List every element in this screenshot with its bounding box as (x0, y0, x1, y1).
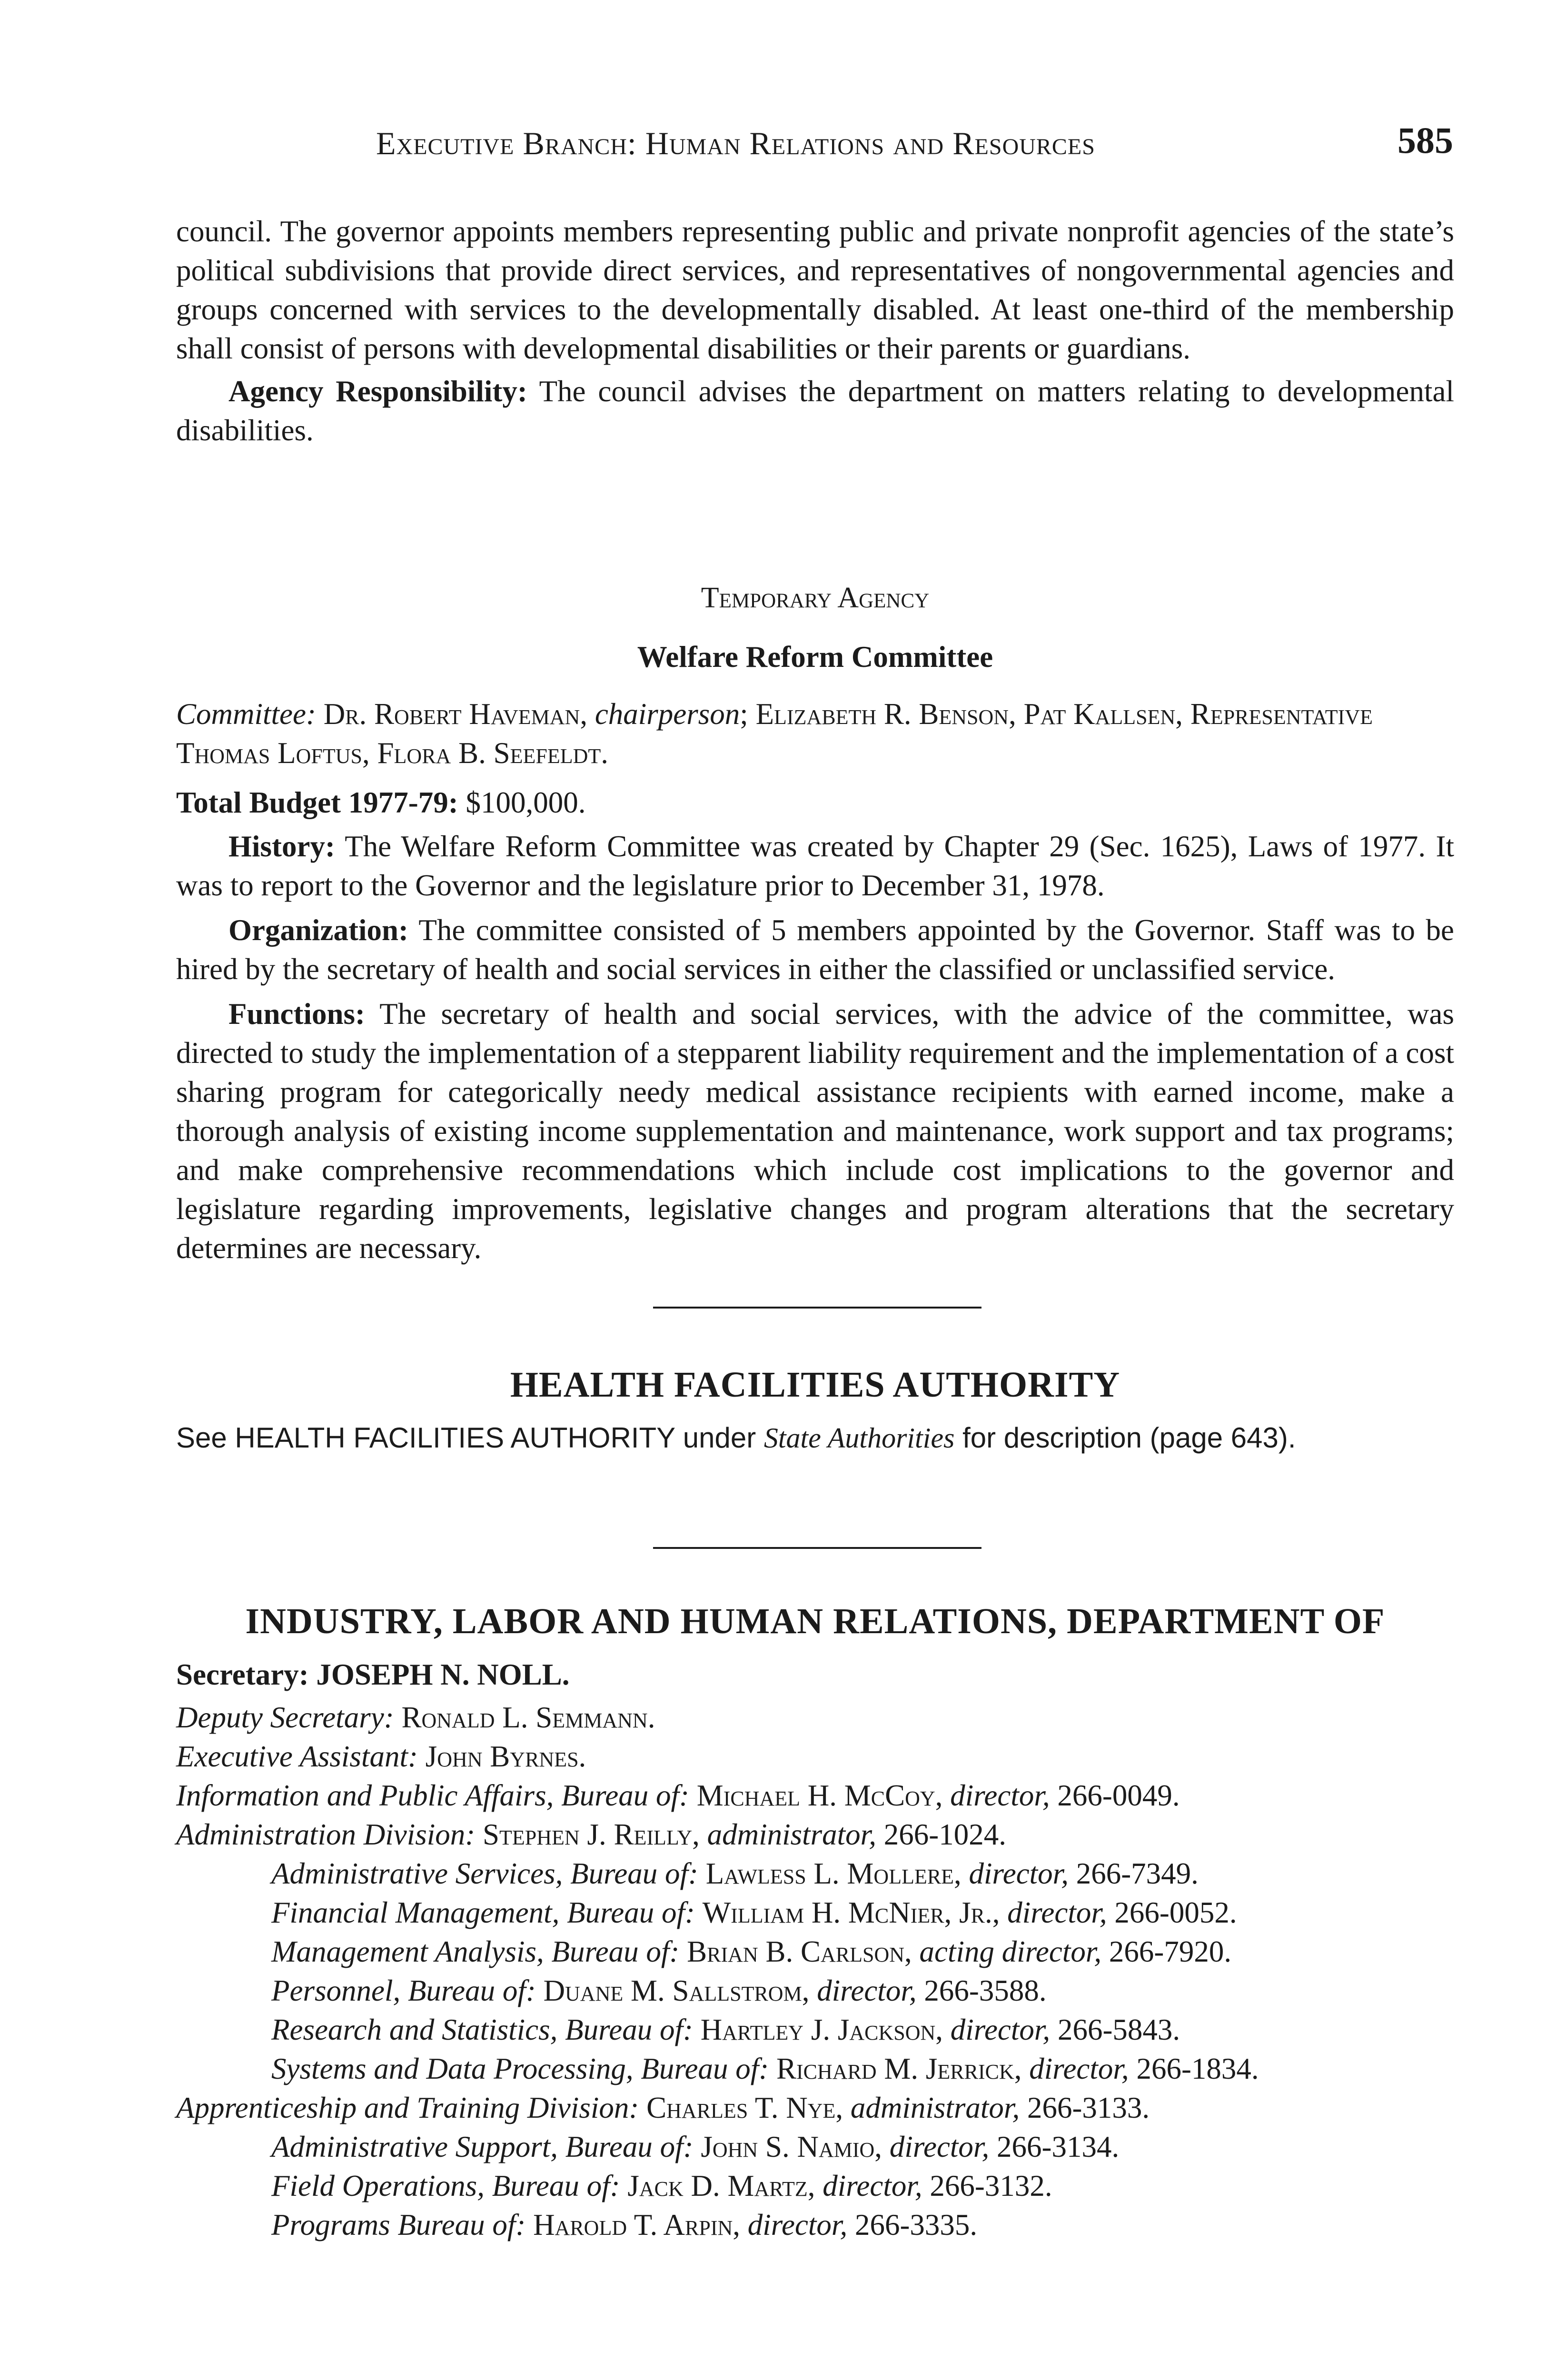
staff-title: Executive Assistant: (176, 1740, 418, 1773)
header-title: Human Relations and Resources (645, 125, 1095, 161)
member-role: chairperson (595, 697, 740, 731)
staff-name: Lawless L. Mollere, (705, 1857, 961, 1890)
staff-name: Stephen J. Reilly, (483, 1818, 700, 1851)
history-text: The Welfare Reform Committee was created by Chapter 29 (Sec. 1625), Laws of 1977. It was to report to the Governor and the legislature prior to December 31, 1978. (176, 830, 1455, 902)
staff-phone: 266-1834. (1136, 2052, 1259, 2085)
staff-entry (176, 2166, 1454, 2205)
staff-phone: 266-3133. (1027, 2091, 1150, 2124)
functions-paragraph (176, 994, 1454, 1268)
staff-entry (176, 1776, 1454, 1815)
staff-phone: 266-7920. (1109, 1935, 1232, 1968)
staff-title: Programs Bureau of: (271, 2208, 526, 2241)
staff-name: Jack D. Martz, (627, 2169, 815, 2202)
ilhr-section (176, 1602, 1454, 2244)
staff-entry (176, 1893, 1454, 1932)
staff-title: Management Analysis, Bureau of: (271, 1935, 680, 1968)
staff-phone: 266-3588. (924, 1974, 1047, 2007)
staff-phone: 266-0052. (1114, 1896, 1237, 1929)
staff-name: Charles T. Nye, (646, 2091, 843, 2124)
running-header (0, 119, 1546, 171)
header-prefix: Executive Branch: (376, 125, 637, 161)
budget-value: $100,000. (466, 786, 586, 819)
council-continuation: council. The governor appoints members representing public and private nonprofit agencies of the state’s political subdivisions that provide direct services, and representatives of nongovernmental agencies and groups concerned with services to the developmentally disabled. At least one-third of the membership shall consist of persons with developmental disabilities or their parents or guardians. (176, 215, 1454, 365)
staff-entry (176, 1737, 1454, 1776)
staff-title: Information and Public Affairs, Bureau of: (176, 1779, 689, 1812)
staff-name: William H. McNier, Jr., (702, 1896, 1000, 1929)
secretary-label: Secretary: (176, 1658, 309, 1691)
staff-role: director, (950, 2013, 1050, 2046)
staff-name: Harold T. Arpin, (533, 2208, 741, 2241)
staff-title: Deputy Secretary: (176, 1701, 394, 1734)
secretary-name: JOSEPH N. NOLL. (316, 1658, 570, 1691)
committee-title: Welfare Reform Committee (637, 640, 993, 674)
staff-name: Michael H. McCoy, (696, 1779, 943, 1812)
section-divider (653, 1307, 981, 1309)
staff-entry (176, 1971, 1454, 2010)
staff-name: John S. Namio, (701, 2130, 882, 2163)
member-name: Representative Thomas Loftus (176, 697, 1373, 770)
staff-title: Systems and Data Processing, Bureau of: (271, 2052, 769, 2085)
member-name: Pat Kallsen (1023, 697, 1176, 731)
history-paragraph (176, 827, 1454, 905)
staff-name: John Byrnes. (425, 1740, 586, 1773)
staff-entry (176, 1698, 1454, 1737)
staff-title: Administrative Support, Bureau of: (271, 2130, 694, 2163)
member-name: Elizabeth R. Benson (755, 697, 1009, 731)
temporary-agency-section (176, 578, 1454, 1268)
staff-entry (176, 2205, 1454, 2244)
staff-entry (176, 2010, 1454, 2049)
temporary-agency-kicker: Temporary Agency (701, 582, 930, 614)
staff-role: director, (969, 1857, 1069, 1890)
council-section (176, 212, 1454, 450)
functions-label: Functions: (228, 997, 366, 1031)
staff-phone: 266-0049. (1057, 1779, 1180, 1812)
organization-text: The committee consisted of 5 members appointed by the Governor. Staff was to be hired by the secretary of health and social services in either the classified or unclassified service. (176, 913, 1454, 986)
staff-title: Research and Statistics, Bureau of: (271, 2013, 693, 2046)
staff-role: administrator, (850, 2091, 1020, 2124)
staff-entry (176, 2127, 1454, 2166)
health-facilities-section (176, 1365, 1454, 1458)
staff-role: director, (1029, 2052, 1129, 2085)
staff-directory (176, 1698, 1454, 2244)
member-name: Flora B. Seefeldt (377, 736, 601, 770)
staff-title: Administrative Services, Bureau of: (271, 1857, 698, 1890)
functions-text: The secretary of health and social services, with the advice of the committee, was directed to study the implementation of a stepparent liability requirement and the implementation of a cost sharing program for categorically needy medical assistance recipients with earned income, make a thorough analysis of existing income supplementation and maintenance, work support and tax programs; and make comprehensive recommendations which include cost implications to the governor and legislature regarding improvements, legislative changes and program alterations that the secretary determines are necessary. (176, 997, 1454, 1265)
organization-paragraph (176, 911, 1454, 989)
staff-entry (176, 1932, 1454, 1971)
staff-title: Financial Management, Bureau of: (271, 1896, 695, 1929)
staff-entry (176, 1815, 1454, 1854)
staff-title: Personnel, Bureau of: (271, 1974, 536, 2007)
staff-role: administrator, (707, 1818, 876, 1851)
total-budget (176, 783, 1454, 822)
see-prefix: See HEALTH FACILITIES AUTHORITY under (176, 1422, 756, 1454)
see-suffix: for description (page 643). (962, 1422, 1296, 1454)
staff-name: Duane M. Sallstrom, (543, 1974, 810, 2007)
staff-role: acting director, (919, 1935, 1102, 1968)
health-facilities-title: HEALTH FACILITIES AUTHORITY (510, 1365, 1120, 1405)
staff-role: director, (889, 2130, 990, 2163)
staff-entry (176, 1854, 1454, 1893)
staff-title: Field Operations, Bureau of: (271, 2169, 620, 2202)
staff-phone: 266-3134. (996, 2130, 1120, 2163)
see-reference-link[interactable]: State Authorities (763, 1422, 955, 1454)
staff-phone: 266-3132. (930, 2169, 1052, 2202)
section-divider (653, 1547, 981, 1549)
staff-name: Ronald L. Semmann. (401, 1701, 655, 1734)
organization-label: Organization: (228, 913, 408, 947)
header-section-title (376, 125, 1095, 162)
staff-name: Brian B. Carlson, (687, 1935, 912, 1968)
ilhr-title: INDUSTRY, LABOR AND HUMAN RELATIONS, DEPARTMENT OF (245, 1601, 1385, 1641)
responsibility-label: Agency Responsibility: (228, 375, 527, 408)
history-label: History: (228, 830, 335, 863)
staff-name: Richard M. Jerrick, (776, 2052, 1022, 2085)
budget-label: Total Budget 1977-79: (176, 786, 458, 819)
committee-label: Committee: (176, 697, 316, 731)
staff-title: Administration Division: (176, 1818, 476, 1851)
staff-phone: 266-7349. (1076, 1857, 1199, 1890)
staff-entry (176, 2088, 1454, 2127)
staff-phone: 266-1024. (883, 1818, 1006, 1851)
staff-name: Hartley J. Jackson, (700, 2013, 943, 2046)
responsibility-text: The council advises the department on matters relating to developmental disabilities. (176, 375, 1454, 447)
secretary-line (176, 1655, 1454, 1694)
staff-entry (176, 2049, 1454, 2088)
staff-phone: 266-3335. (854, 2208, 978, 2241)
staff-role: director, (950, 1779, 1050, 1812)
staff-phone: 266-5843. (1057, 2013, 1180, 2046)
health-facilities-see-also (176, 1418, 1454, 1458)
page-number: 585 (1397, 119, 1453, 161)
staff-role: director, (817, 1974, 917, 2007)
staff-role: director, (747, 2208, 848, 2241)
member-name: Dr. Robert Haveman (323, 697, 580, 731)
agency-responsibility (176, 372, 1454, 450)
committee-members: Committee: Dr. Robert Haveman, chairperson; Elizabeth R. Benson, Pat Kallsen, Representative Thomas Loftus, Flora B. Seefeldt. (176, 697, 1373, 770)
staff-title: Apprenticeship and Training Division: (176, 2091, 639, 2124)
staff-role: director, (1007, 1896, 1107, 1929)
staff-role: director, (823, 2169, 922, 2202)
